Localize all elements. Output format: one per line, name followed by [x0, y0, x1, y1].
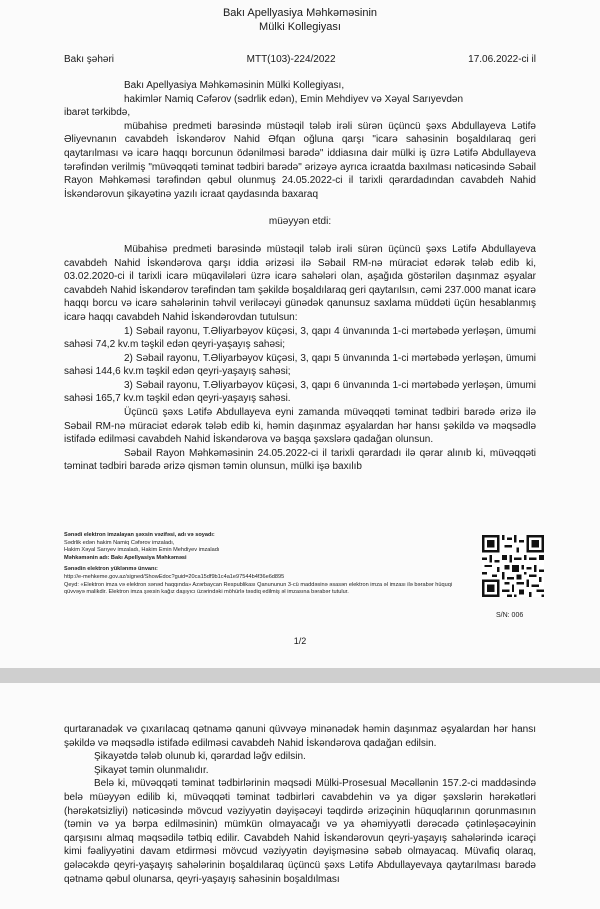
paragraph: Bakı Apellyasiya Məhkəməsinin Mülki Kollegiyası, — [124, 80, 345, 91]
decision-date: 17.06.2022-ci il — [468, 54, 536, 65]
serial-number: S/N: 006 — [496, 612, 524, 619]
list-item: 2) Səbail rayonu, T.Əliyarbəyov küçəsi, 3, qapı 5 ünvanında 1-ci mərtəbədə yerləşən, ümumi sahəsi 144,6 kv.m təşkil edən qeyri-yaşayış sahəsi; — [64, 352, 536, 378]
court-name: Bakı Apellyasiya Məhkəməsinin — [222, 7, 378, 19]
court-collegium: Mülki Kollegiyası — [259, 21, 341, 33]
list-item: 1) Səbail rayonu, T.Əliyarbəyov küçəsi, 3, qapı 4 ünvanında 1-ci mərtəbədə yerləşən, ümumi sahəsi 74,2 kv.m təşkil edən qeyri-yaşayış sahəsi; — [64, 325, 536, 351]
section-heading: müəyyən etdi: — [268, 216, 332, 228]
verify-url[interactable]: http://e-mehkeme.gov.az/signed/ShowEdoc?guid=20ca15df9b1c4a1e97544b4f36e6d895 — [64, 573, 285, 580]
list-item: 3) Səbail rayonu, T.Əliyarbəyov küçəsi, 3, qapı 6 ünvanında 1-ci mərtəbədə yerləşən, ümumi sahəsi 165,7 kv.m təşkil edən qeyri-yaşayış sahəsi. — [64, 379, 536, 405]
case-number: MTT(103)-224/2022 — [246, 54, 336, 65]
paragraph: hakimlər Namiq Cəfərov (sədrlik edən), Emin Mehdiyev və Xəyal Sarıyevdən — [124, 93, 464, 105]
paragraph: qurtaranadək və çıxarılacaq qətnamə qanuni qüvvəyə minənədək həmin daşınmaz əşyalardan hər hansı şəkildə və məqsədlə istifadə edilməsi cavabdeh Nahid İskəndərova qadağan edilsin. — [64, 724, 536, 749]
case-header — [64, 54, 536, 65]
legal-note: Qeyd: «Elektron imza və elektron sənəd haqqında» Azərbaycan Respublikası Qanununun 3-cü maddəsinə əsasən elektron imza əl imzası ilə bərabər hüquqi qüvvəyə malikdir. Elektron imza şəxsin kağız daşıyıcı üzərindəki möhürlə təsdiq edilmiş əl imzasına bərabər tutulur. — [64, 581, 453, 596]
paragraph: ibarət tərkibdə, — [64, 107, 131, 119]
electronic-signature-block — [64, 532, 474, 597]
paragraph: Üçüncü şəxs Lətifə Abdullayeva eyni zamanda müvəqqəti təminat tədbiri barədə ərizə ilə Səbail RM-nə müraciət edərək tələb edib ki, həmin daşınmaz əşyalardan hər hansı şəkildə və məqsədlə istifadə edilməsi cavabdeh Nahid İskəndərova və başqa şəxslərə qadağan olunsun. — [64, 407, 536, 446]
signature-line: Hakim Xəyal Sarıyev imzaladı, Hakim Emin Mehdiyev imzaladı — [64, 547, 220, 554]
paragraph: Mübahisə predmeti barəsində müstəqil tələb irəli sürən üçüncü şəxs Lətifə Abdullayeva cavabdeh Nahid İskəndərova qarşı iddia ərizəsi ilə Səbail RM-nə müraciət edərək tələb edib ki, 03.02.2020-ci il tarixli icarə müqavilələri üzrə icarə sahələri olan, aşağıda göstərilən daşınmaz əşyalar cavabdeh Nahid İskəndərov tərəfindən tam şəkildə boşaldılaraq geri qaytarılsın, cəmi 237.000 manat icarə haqqı borcu və icarə sahələrinin təhvil veriləcəyi günədək qanunsuz saxlama müddəti üçün hesablanmış icarə haqqı cavabdeh Nahid İskəndərovdan tutulsun: — [64, 243, 536, 323]
signature-line: Sədrlik edən hakim Namiq Cəfərov imzaladı, — [64, 539, 175, 546]
verify-label: Sənədin elektron yüklənmə ünvanı: — [64, 566, 158, 573]
document-page-2 — [0, 683, 600, 909]
qr-code-icon — [482, 535, 544, 597]
city: Bakı şəhəri — [64, 54, 115, 65]
paragraph: Şikayət təmin olunmalıdır. — [94, 764, 209, 776]
signature-heading: Sənədi elektron imzalayan şəxsin vəzifəsi, adı və soyadı: — [64, 532, 215, 538]
page-number: 1/2 — [293, 636, 307, 646]
paragraph: mübahisə predmeti barəsində müstəqil tələb irəli sürən üçüncü şəxs Abdullayeva Lətifə Əliyevnanın cavabdeh İskəndərov Nahid Əfqan oğluna qarşı "icarə sahəsinin boşaldılaraq geri qaytarılması və icarə haqqı borcunun ödənilməsi barədə" iddiasına dair mülki iş üzrə Lətifə Abdullayeva tərəfindən verilmiş "müvəqqəti təminat tədbiri barədə" ərizəyə ayrıca icraatda baxılması nəticəsində Səbail Rayon Məhkəməsi tərəfindən qəbul olunmuş 24.05.2022-ci il tarixli qərardadından cavabdeh Nahid İskəndərovun şikayətinə yazılı icraat qaydasında baxaraq — [64, 120, 536, 200]
paragraph: Səbail Rayon Məhkəməsinin 24.05.2022-ci il tarixli qərardadı ilə qərar alınıb ki, müvəqqəti təminat tədbiri barədə ərizə qismən təmin olunsun, mülki işə baxılıb — [64, 447, 536, 473]
paragraph: Şikayətdə tələb olunub ki, qərardad ləğv edilsin. — [94, 751, 306, 763]
paragraph: Belə ki, müvəqqəti təminat tədbirlərinin məqsədi Mülki-Prosesual Məcəllənin 157.2-ci maddəsində belə müəyyən edilib ki, müvəqqəti təminat tədbirləri cavabdehin və ya digər şəxslərin hərəkətləri (hərəkətsizliyi) nəticəsində mövcud vəziyyətin dəyişəcəyi təqdirdə ərizəçinin hüquqlarının qorunmasının (təmin və ya bərpa edilməsinin) mümkün olmayacağı və ya əhəmiyyətli dərəcədə çətinləşəcəyinin qarşısını almaq məqsədilə tətbiq edilir. Cavabdeh Nahid İskəndərovun qeyri-yaşayış sahələrində icarəçi kimi fəaliyyətini davam etdirməsi mövcud vəziyyətin dəyişməsinə səbəb olmayacaq. Müvafiq olaraq, gələcəkdə qeyri-yaşayış sahələrinin boşaldılaraq üçüncü şəxs Lətifə Abdullayevaya qaytarılması barədə qətnamə qəbul olunarsa, qeyri-yaşayış sahəsinin boşaldılması — [64, 778, 536, 885]
court-label: Məhkəmənin adı: Bakı Apellyasiya Məhkəməsi — [64, 554, 187, 561]
